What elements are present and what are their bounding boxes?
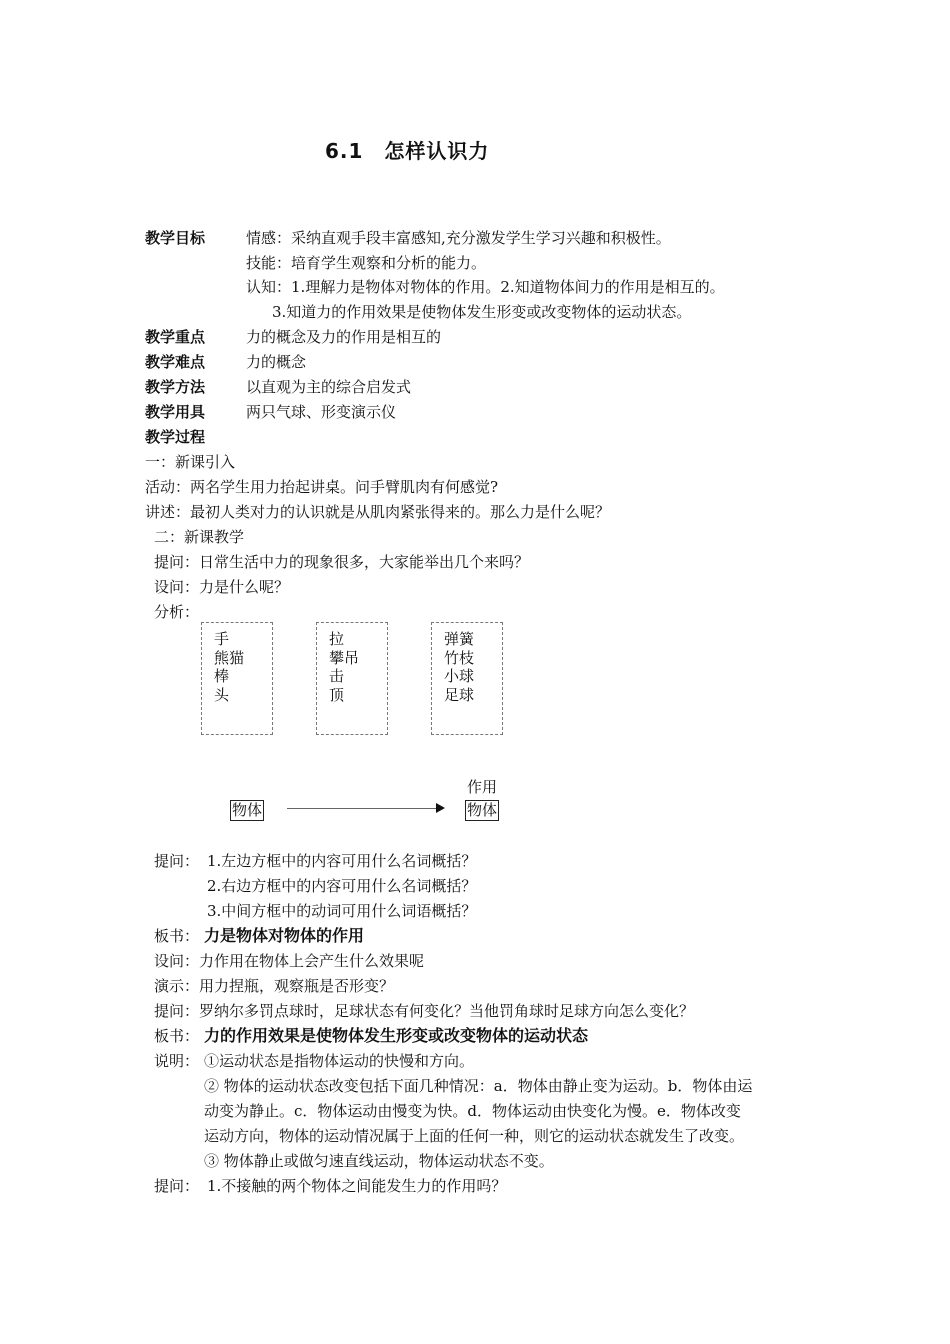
box-right-word: 足球: [444, 685, 475, 704]
arrow-head-icon: [436, 803, 445, 813]
difficulty-label: 教学难点: [145, 353, 206, 371]
box-right-word: 弹簧: [444, 630, 475, 648]
box-middle-word: 顶: [329, 685, 345, 704]
explain-line-1: ①运动状态是指物体运动的快慢和方向。: [204, 1052, 475, 1070]
objective-emotion: 情感：采纳直观手段丰富感知,充分激发学生学习兴趣和积极性。: [246, 229, 671, 247]
board1-label: 板书：: [154, 927, 200, 945]
explain-line-3: 动变为静止。c．物体运动由慢变为快。d．物体运动由快变化为慢。e．物体改变: [204, 1102, 741, 1120]
question-examples: 提问：日常生活中力的现象很多，大家能举出几个来吗？: [154, 553, 530, 571]
explain-line-5: ③ 物体静止或做匀速直线运动，物体运动状态不变。: [204, 1152, 554, 1170]
key-point-label: 教学重点: [145, 328, 206, 346]
questions-label: 提问：: [154, 852, 200, 870]
box-middle-word: 击: [329, 667, 345, 685]
question-3: 3.中间方框中的动词可用什么词语概括？: [207, 902, 477, 920]
box-middle: [316, 622, 388, 735]
question-what-is-force: 设问：力是什么呢？: [154, 578, 290, 596]
box-right-word: 竹枝: [444, 648, 475, 667]
final-question: 1.不接触的两个物体之间能发生力的作用吗？: [207, 1177, 507, 1195]
box-right-word: 小球: [444, 667, 475, 685]
difficulty-value: 力的概念: [246, 353, 307, 371]
arrow-line: [287, 808, 437, 809]
box-right: [431, 622, 503, 735]
activity-text: 活动：两名学生用力抬起讲桌。问手臂肌肉有何感觉?: [145, 478, 499, 496]
demo-text: 演示：用力捏瓶，观察瓶是否形变？: [154, 977, 395, 995]
box-middle-word: 攀吊: [329, 648, 360, 667]
box-left-word: 棒: [214, 667, 230, 685]
explain-line-4: 运动方向，物体的运动情况属于上面的任何一种，则它的运动状态就发生了改变。: [204, 1127, 745, 1145]
method-value: 以直观为主的综合启发式: [246, 378, 412, 396]
objective-cognition-2: 3.知道力的作用效果是使物体发生形变或改变物体的运动状态。: [272, 303, 692, 321]
objective-skill: 技能：培育学生观察和分析的能力。: [246, 254, 487, 272]
objectives-label: 教学目标: [145, 229, 206, 247]
board1-value: 力是物体对物体的作用: [204, 926, 365, 945]
key-point-value: 力的概念及力的作用是相互的: [246, 328, 442, 346]
question-ronaldo: 提问：罗纳尔多罚点球时，足球状态有何变化？当他罚角球时足球方向怎么变化？: [154, 1002, 695, 1020]
explain-line-2: ② 物体的运动状态改变包括下面几种情况：a．物体由静止变为运动。b．物体由运: [204, 1077, 753, 1095]
board2-label: 板书：: [154, 1027, 200, 1045]
objective-cognition-1: 认知：1.理解力是物体对物体的作用。2.知道物体间力的作用是相互的。: [246, 278, 725, 296]
object-left-box: 物体: [232, 801, 263, 819]
board2-value: 力的作用效果是使物体发生形变或改变物体的运动状态: [204, 1026, 589, 1045]
process-label: 教学过程: [145, 428, 206, 446]
section-intro: 一：新课引入: [145, 453, 236, 471]
ask-effect: 设问：力作用在物体上会产生什么效果呢: [154, 952, 425, 970]
arrow-label: 作用: [467, 778, 498, 796]
question-1: 1.左边方框中的内容可用什么名词概括？: [207, 852, 477, 870]
question-2: 2.右边方框中的内容可用什么名词概括？: [207, 877, 477, 895]
analysis-label: 分析：: [154, 603, 200, 621]
final-question-label: 提问：: [154, 1177, 200, 1195]
tools-label: 教学用具: [145, 403, 206, 421]
box-left-word: 熊猫: [214, 648, 245, 667]
page-title: 6.1 怎样认识力: [325, 139, 490, 163]
box-middle-word: 拉: [329, 630, 345, 648]
section-teaching: 二：新课教学: [154, 528, 245, 546]
box-left-word: 手: [214, 630, 230, 648]
object-right-box: 物体: [467, 801, 498, 819]
box-left-word: 头: [214, 685, 230, 704]
explain-label: 说明：: [154, 1052, 200, 1070]
lecture-text: 讲述：最初人类对力的认识就是从肌肉紧张得来的。那么力是什么呢？: [145, 503, 611, 521]
tools-value: 两只气球、形变演示仪: [246, 403, 397, 421]
box-left: [201, 622, 273, 735]
method-label: 教学方法: [145, 378, 206, 396]
